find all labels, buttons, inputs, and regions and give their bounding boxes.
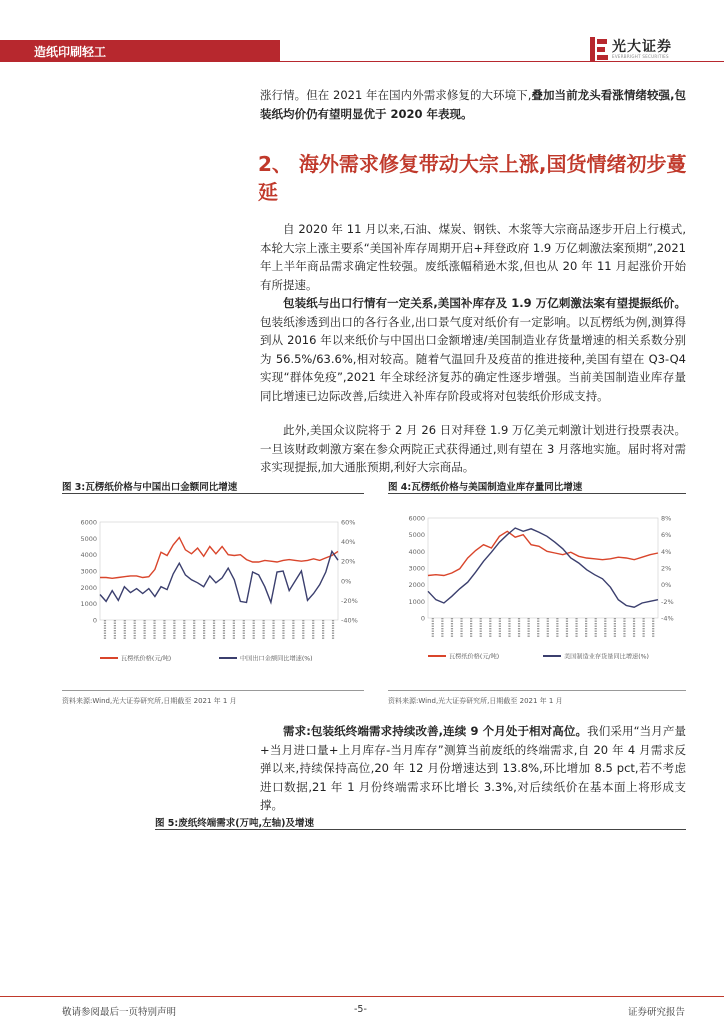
footer-disclaimer: 敬请参阅最后一页特别声明 [62, 1007, 177, 1018]
y-left-tick-label: 0 [420, 614, 425, 623]
y-right-tick-label: 8% [661, 514, 672, 523]
brand-name: 光大证券 [612, 39, 672, 55]
y-left-tick-label: 4000 [80, 551, 97, 560]
legend-label-1: 瓦楞纸价格(元/吨) [449, 653, 500, 661]
paragraph-4-bold: 需求:包装纸终端需求持续改善,连续 9 个月处于相对高位。 [283, 724, 588, 738]
figure-3-source: 资料来源:Wind,光大证券研究所,日期截至 2021 年 1 月 [62, 697, 237, 705]
paragraph-1: 自 2020 年 11 月以来,石油、煤炭、钢铁、木浆等大宗商品逐步开启上行模式,本轮大宗上涨主要系“美国补库存周期开启+拜登政府 1.9 万亿刺激法案预期”,2021 年上半年商品需求确定性较强。废纸涨幅稍逊木浆,但也从 20 年 11 月起涨价开始有所提速。 [260, 222, 686, 292]
series-line-2 [428, 528, 658, 607]
intro-text: 涨行情。但在 2021 年在国内外需求修复的大环境下, [260, 88, 532, 102]
y-right-tick-label: 6% [661, 531, 672, 540]
brand-logo [590, 36, 702, 62]
figure-4-chart [388, 500, 686, 686]
y-left-tick-label: 3000 [80, 567, 97, 576]
y-right-tick-label: 20% [341, 557, 356, 566]
y-right-tick-label: -40% [341, 616, 358, 625]
footer-divider [0, 996, 724, 997]
y-left-tick-label: 6000 [80, 518, 97, 527]
series-line-2 [100, 551, 338, 602]
paragraph-4 [260, 722, 686, 815]
y-right-tick-label: 0% [661, 581, 672, 590]
brand-subtitle: EVERBRIGHT SECURITIES [612, 54, 669, 59]
y-left-tick-label: 1000 [408, 597, 425, 606]
figure-5-rule [155, 829, 686, 830]
figure-4-source: 资料来源:Wind,光大证券研究所,日期截至 2021 年 1 月 [388, 697, 563, 705]
brand-logo-icon [590, 37, 608, 61]
y-left-tick-label: 3000 [408, 564, 425, 573]
paragraph-2 [260, 294, 686, 406]
y-right-tick-label: -4% [661, 614, 674, 623]
figure-3-title: 图 3:瓦楞纸价格与中国出口金额同比增速 [62, 482, 238, 493]
y-right-tick-label: -20% [341, 596, 358, 605]
y-right-tick-label: -2% [661, 597, 674, 606]
y-left-tick-label: 2000 [80, 583, 97, 592]
figure-5-title: 图 5:废纸终端需求(万吨,左轴)及增速 [155, 818, 315, 829]
y-left-tick-label: 0 [92, 616, 97, 625]
y-right-tick-label: 40% [341, 538, 356, 547]
intro-paragraph [260, 86, 686, 123]
y-right-tick-label: 60% [341, 518, 356, 527]
y-right-tick-label: 0% [341, 577, 352, 586]
footer-report-type: 证券研究报告 [628, 1007, 686, 1018]
legend-label-1: 瓦楞纸价格(元/吨) [121, 655, 172, 663]
legend-label-2: 中国出口金额同比增速(%) [240, 655, 313, 663]
figure-4-rule [388, 493, 686, 494]
y-right-tick-label: 4% [661, 547, 672, 556]
section-heading: 2、 海外需求修复带动大宗上涨,国货情绪初步蔓延 [258, 152, 687, 204]
y-left-tick-label: 4000 [408, 547, 425, 556]
page-number: -5- [354, 1004, 367, 1015]
paragraph-2-text: 包装纸渗透到出口的各行各业,出口景气度对纸价有一定影响。以瓦楞纸为例,测算得到从 2016 年以来纸价与中国出口金额增速/美国制造业存货量增速的相关系数分别为 56.5%/63.6%,相对较高。随着气温回升及疫苗的推进接种,美国有望在 Q3-Q4 实现“群体免疫”,2021 年全球经济复苏的确定性逐步增强。当前美国制造业库存量同比增速已边际改善,后续进入补库存阶段或将对包装纸价形成支持。 [260, 314, 686, 403]
series-line-1 [428, 531, 658, 575]
y-left-tick-label: 2000 [408, 581, 425, 590]
legend-label-2: 美国制造业存货量同比增速(%) [564, 653, 649, 661]
paragraph-2-bold: 包装纸与出口行情有一定关系,美国补库存及 1.9 万亿刺激法案有望提振纸价。 [283, 296, 686, 310]
y-left-tick-label: 5000 [408, 531, 425, 540]
figure-4-bottom-rule [388, 690, 686, 691]
section-label: 造纸印刷轻工 [34, 45, 107, 59]
plot-area [100, 522, 338, 620]
figure-3-chart [62, 500, 364, 686]
y-left-tick-label: 6000 [408, 514, 425, 523]
figure-3-bottom-rule [62, 690, 364, 691]
paragraph-3: 此外,美国众议院将于 2 月 26 日对拜登 1.9 万亿美元刺激计划进行投票表决。一旦该财政刺激方案在参众两院正式获得通过,则有望在 3 月落地实施。届时将对需求实现提振,加大通胀预期,利好大宗商品。 [260, 423, 686, 475]
y-right-tick-label: 2% [661, 564, 672, 573]
figure-3-rule [62, 493, 364, 494]
header-section-band [0, 40, 280, 62]
figure-4-title: 图 4:瓦楞纸价格与美国制造业库存量同比增速 [388, 482, 583, 493]
y-left-tick-label: 1000 [80, 600, 97, 609]
y-left-tick-label: 5000 [80, 534, 97, 543]
intro-bold-text: 叠加当前龙头看涨情绪较强,包装纸均价仍有望明显优于 2020 年表现。 [260, 88, 686, 121]
paragraph-4-text: 我们采用“当月产量+当月进口量+上月库存-当月库存”测算当前废纸的终端需求,自 20 年 4 月需求反弹以来,持续保持高位,20 年 12 月份增速达到 13.8%,环比增加 8.5 pct,若不考虑进口数据,21 年 1 月份终端需求环比增长 3.3%,对后续纸价在基本面上将形成支撑。 [260, 724, 686, 813]
